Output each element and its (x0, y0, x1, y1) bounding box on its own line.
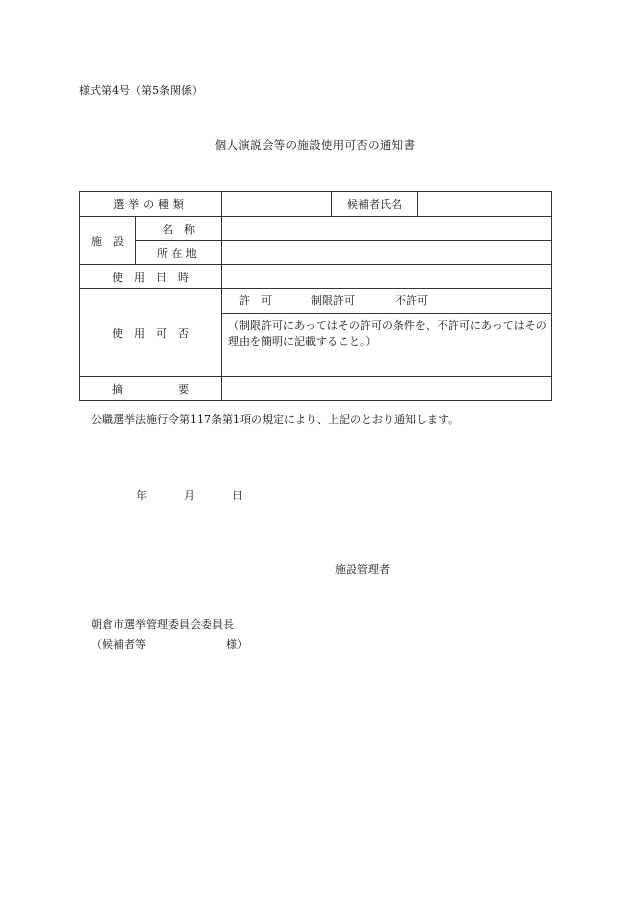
date-day: 日 (232, 489, 243, 502)
addressee: 朝倉市選挙管理委員会委員長 (91, 618, 234, 631)
permission-option-denied[interactable]: 不許可 (395, 294, 428, 307)
facility-manager: 施設管理者 (335, 563, 390, 576)
facility-location-label: 所在地 (136, 241, 222, 265)
candidate-prefix: （候補者等 (91, 638, 146, 651)
date-month: 月 (184, 489, 195, 502)
row-usage-datetime (80, 265, 552, 289)
row-permission (80, 289, 552, 377)
permission-cell (222, 289, 552, 377)
row-election-type (80, 192, 552, 217)
date-year: 年 (136, 489, 147, 502)
usage-datetime-value[interactable] (222, 265, 552, 289)
candidate-name-value[interactable] (418, 192, 552, 217)
permission-label: 使 用 可 否 (80, 289, 222, 377)
permission-note: （制限許可にあってはその許可の条件を、不許可にあってはその理由を簡明に記載すること。） (228, 319, 547, 348)
facility-label: 施 設 (80, 217, 136, 265)
notice-text: 公職選挙法施行令第117条第1項の規定により、上記のとおり通知します。 (91, 413, 460, 426)
election-type-label: 選挙の種類 (80, 192, 222, 217)
permission-options (222, 289, 551, 314)
notification-table (79, 191, 552, 401)
summary-label: 摘 要 (80, 377, 222, 401)
form-number: 様式第4号（第5条関係） (79, 84, 203, 97)
candidate-suffix: 様） (226, 638, 248, 651)
facility-name-label: 名 称 (136, 217, 222, 241)
facility-name-value[interactable] (222, 217, 552, 241)
facility-location-value[interactable] (222, 241, 552, 265)
row-summary (80, 377, 552, 401)
permission-option-restricted[interactable]: 制限許可 (311, 294, 355, 307)
row-facility-location (80, 241, 552, 265)
election-type-value[interactable] (222, 192, 332, 217)
summary-value[interactable] (222, 377, 552, 401)
permission-option-permit[interactable]: 許 可 (239, 294, 272, 307)
date-line (136, 487, 243, 503)
document-title: 個人演説会等の施設使用可否の通知書 (214, 138, 416, 152)
usage-datetime-label: 使 用 日 時 (80, 265, 222, 289)
candidate-line (91, 636, 248, 652)
candidate-name-label: 候補者氏名 (332, 192, 418, 217)
row-facility-name (80, 217, 552, 241)
